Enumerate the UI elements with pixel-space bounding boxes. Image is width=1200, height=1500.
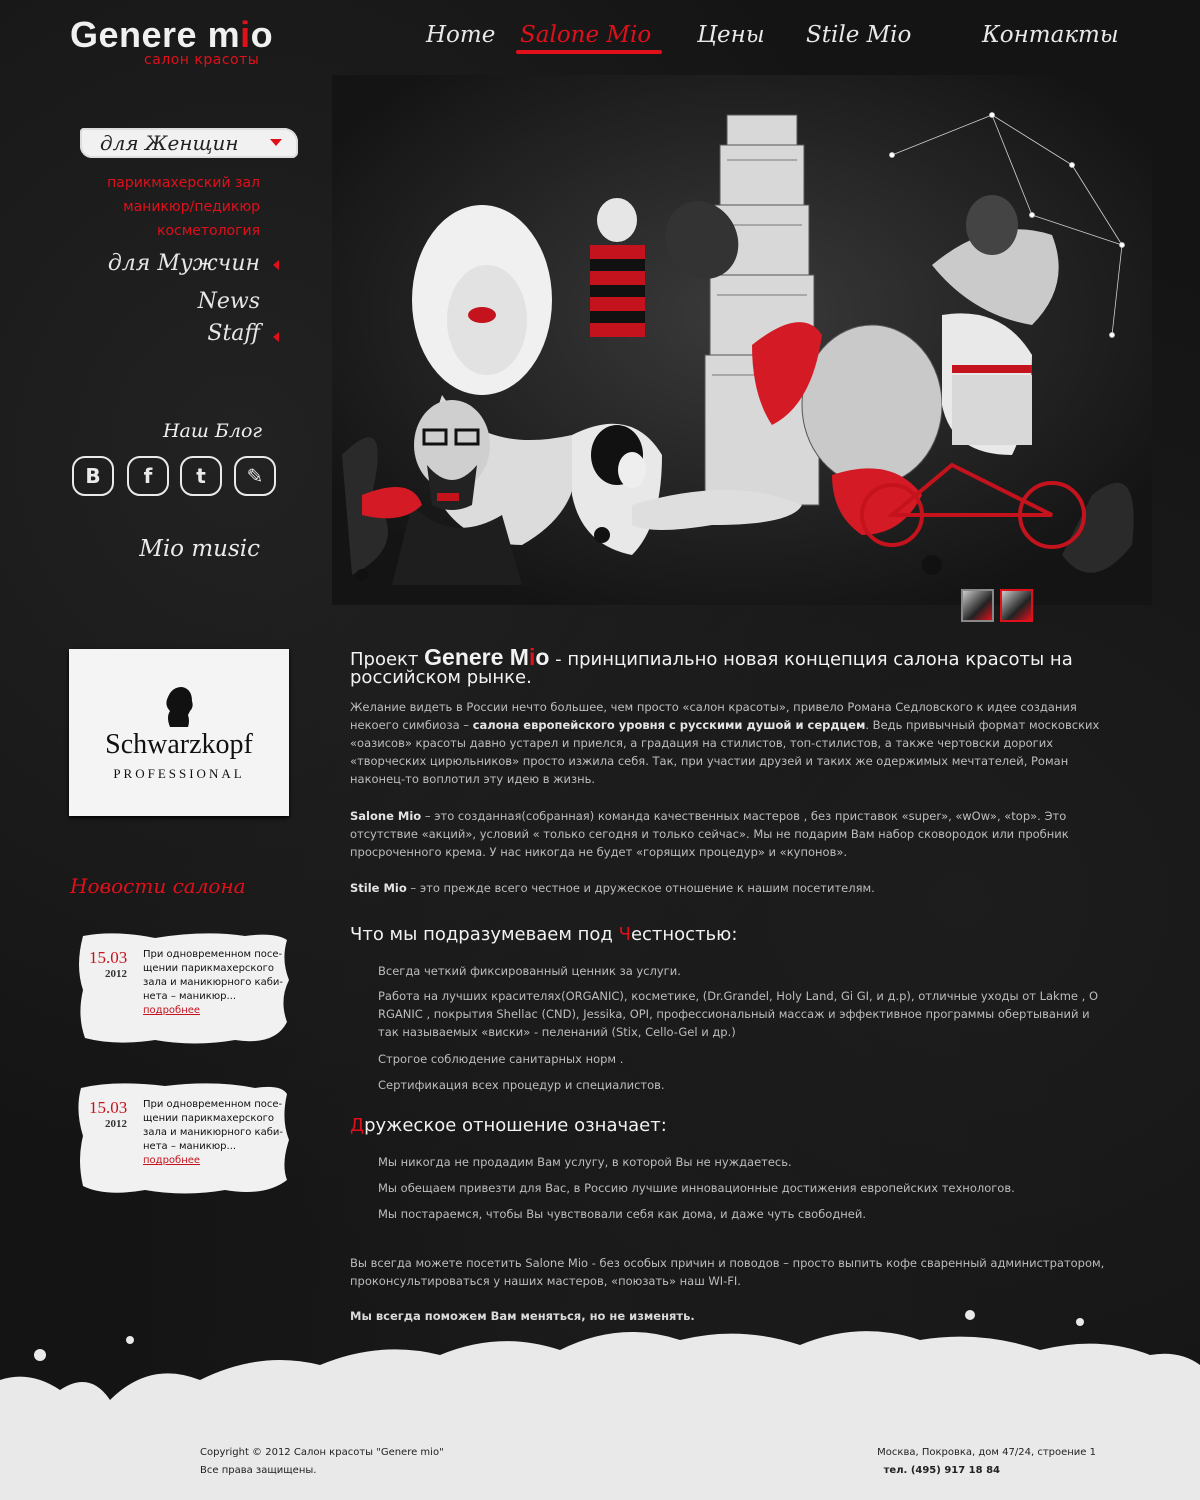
sidebar-item-staff[interactable]: Staff [207,321,260,346]
nav-stile-mio[interactable]: Stile Mio [806,22,912,48]
hero-artwork [332,75,1152,605]
salone-mio-paragraph: Salone Mio – это созданная(собранная) команда качественных мастеров , без приставок «super», «wOw», «top». Это отсутствие «акций», условий « только сегодня и только сейчас». Мы не подарим Вам набор сковородок или пробник просроченного крема. У нас никогда не будет «горящих процедур» и «купонов». [350,809,1069,859]
logo-tagline: салон красоты [144,52,260,68]
sidebar-item-cosmetology[interactable]: косметология [156,223,260,239]
schwarzkopf-logo-icon [164,685,194,727]
twitter-icon[interactable]: t [180,456,222,496]
chevron-left-icon [273,260,279,270]
page-title: Проект Genere Mio - принципиально новая концепция салона красоты на российском рынке. [350,644,1073,688]
friendly-list-item: Мы обещаем привезти для Вас, в Россию лучшие инновационные достижения европейских технологов. [378,1181,1015,1195]
sponsor-subtitle: PROFESSIONAL [113,766,245,781]
honesty-heading: Что мы подразумеваем под Честностью: [350,924,738,945]
slogan: Мы всегда поможем Вам меняться, но не изменять. [350,1309,695,1323]
news-year: 2012 [105,968,127,980]
livejournal-icon[interactable]: ✎ [234,456,276,496]
intro-paragraph: Желание видеть в России нечто большее, чем просто «салон красоты», привело Романа Седловского к идее создания некоего симбиоза – салона европейского уровня с русскими душой и сердцем. Ведь привычный формат московских «оазисов» красоты давно устарел и приелся, а градация на стилистов, топ-стилистов, а также чертовски дорогих «творческих цирюльников» просто изжила себя. Так, при участии друзей и таких же одержимых мечтателей, Роман наконец-то воплотил эту идею в жизнь. [350,700,1100,786]
nav-contacts[interactable]: Контакты [982,22,1119,48]
sidebar-item-news[interactable]: News [197,289,260,314]
honesty-list-item: Сертификация всех процедур и специалистов. [378,1078,665,1092]
slider-thumb-2[interactable] [1000,589,1033,622]
news-card[interactable] [75,930,290,1047]
nav-home[interactable]: Home [426,22,496,48]
honesty-list-item: Строгое соблюдение санитарных норм . [378,1052,624,1066]
nav-active-indicator [516,50,662,54]
stile-mio-paragraph: Stile Mio – это прежде всего честное и дружеское отношение к нашим посетителям. [350,881,875,895]
news-more-link[interactable]: подробнее [143,1005,201,1016]
mio-music-link[interactable]: Mio music [139,536,260,562]
news-text [143,948,293,1018]
vk-icon[interactable]: B [72,456,114,496]
sponsor-name: Schwarzkopf [105,729,253,760]
nav-prices[interactable]: Цены [697,22,765,48]
nav-salone-mio[interactable]: Salone Mio [520,22,652,48]
news-section-title: Новости салона [70,874,246,898]
sidebar-item-manicure[interactable]: маникюр/педикюр [123,199,260,215]
footer-rights: Все права защищены. [200,1465,317,1476]
footer-copyright: Copyright © 2012 Салон красоты "Genere mio" [200,1447,444,1458]
footer-address: Москва, Покровка, дом 47/24, строение 1 [877,1447,1096,1458]
women-tab-label[interactable]: для Женщин [100,131,239,155]
news-text-body: При одновременном посе-щении парикмахерского зала и маникюрного каби-нета – маникюр... [143,1099,283,1152]
sidebar-item-hair-salon[interactable]: парикмахерский зал [107,175,260,191]
friendly-list-item: Мы никогда не продадим Вам услугу, в которой Вы не нуждаетесь. [378,1155,792,1169]
chevron-down-icon [270,139,282,146]
blog-title: Наш Блог [162,420,262,442]
slider-thumb-1[interactable] [961,589,994,622]
visit-paragraph: Вы всегда можете посетить Salone Mio - без особых причин и поводов – просто выпить кофе сваренный администратором, проконсультироваться у наших мастеров, «поюзать» наш WI-FI. [350,1256,1105,1288]
news-year: 2012 [105,1118,127,1130]
sponsor-banner[interactable] [69,649,289,816]
news-more-link[interactable]: подробнее [143,1155,201,1166]
facebook-icon[interactable]: f [127,456,169,496]
honesty-list-item: Всегда четкий фиксированный ценник за услуги. [378,964,681,978]
honesty-list-item: Работа на лучших красителях(ORGANIC), косметике, (Dr.Grandel, Holy Land, Gi GI, и д.р), отличные уходы от Lakme , O RGANIC , покрытия Shellac (CND), Jessika, OPI, профессиональный массаж и эффективное программы обертываний и так называемых «виски» - пеленаний (Stix, Cello-Gel и др.) [378,989,1099,1039]
footer-phone: тел. (495) 917 18 84 [883,1465,1000,1476]
news-text-body: При одновременном посе-щении парикмахерского зала и маникюрного каби-нета – маникюр... [143,949,283,1002]
hero-illustration [332,75,1152,605]
friendly-heading: Дружеское отношение означает: [350,1115,667,1136]
news-date: 15.03 [89,948,128,967]
chevron-left-icon [273,332,279,342]
news-text [143,1098,293,1168]
sidebar-item-men[interactable]: для Мужчин [107,251,260,276]
footer-background [0,1310,1200,1500]
news-card[interactable] [75,1080,290,1197]
logo[interactable]: Generе mio [70,14,274,55]
friendly-list-item: Мы постараемся, чтобы Вы чувствовали себя как дома, и даже чуть свободней. [378,1207,866,1221]
news-date: 15.03 [89,1098,128,1117]
